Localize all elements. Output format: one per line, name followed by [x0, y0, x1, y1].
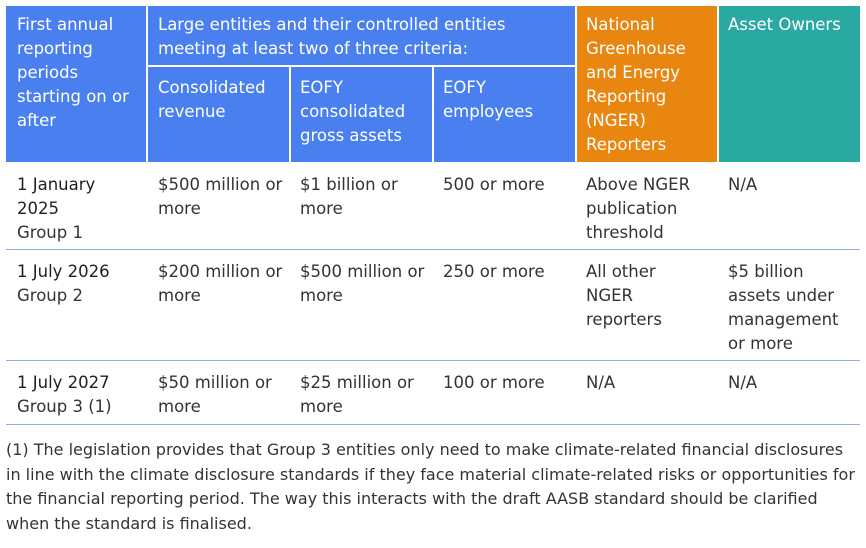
row-assets: $500 million or more	[300, 262, 425, 305]
row-assets: $25 million or more	[300, 373, 414, 416]
row-asset-owners: N/A	[728, 175, 758, 194]
header-divider	[575, 6, 577, 162]
header-consolidated-revenue: Consolidated revenue	[158, 78, 266, 121]
row-group: Group 3 (1)	[17, 397, 112, 416]
row-employees: 250 or more	[443, 262, 545, 281]
row-asset-owners: N/A	[728, 373, 758, 392]
header-eofy-employees: EOFY employees	[443, 78, 534, 121]
header-divider	[432, 66, 434, 162]
header-divider	[289, 66, 291, 162]
row-revenue: $200 million or more	[158, 262, 283, 305]
row-date: 1 July 2027	[17, 373, 110, 392]
row-nger: N/A	[586, 373, 616, 392]
row-date: 1 January 2025	[17, 175, 96, 218]
row-revenue: $500 million or more	[158, 175, 283, 218]
header-nger: National Greenhouse and Energy Reporting (NGER) Reporters	[586, 15, 686, 154]
header-asset-owners: Asset Owners	[728, 15, 841, 34]
row-nger: All other NGER reporters	[586, 262, 662, 329]
header-divider	[717, 6, 719, 162]
header-subdivider	[147, 65, 575, 67]
footnote: (1) The legislation provides that Group 3 entities only need to make climate-related financial disclosures in line with the climate disclosure standards if they face material climate-related risks or opportunities for the financial reporting period. The way this interacts with the draft AASB standard should be clarified when the standard is finalised.	[6, 440, 855, 533]
row-divider	[6, 360, 860, 361]
row-date: 1 July 2026	[17, 262, 110, 281]
header-reporting-periods: First annual reporting periods starting on or after	[17, 15, 129, 130]
row-asset-owners: $5 billion assets under management or more	[728, 262, 839, 353]
row-employees: 100 or more	[443, 373, 545, 392]
row-employees: 500 or more	[443, 175, 545, 194]
row-group: Group 2	[17, 286, 83, 305]
row-revenue: $50 million or more	[158, 373, 272, 416]
row-divider	[6, 424, 860, 425]
header-large-entities: Large entities and their controlled entities meeting at least two of three criteria:	[158, 15, 506, 58]
header-eofy-assets: EOFY consolidated gross assets	[300, 78, 406, 145]
row-assets: $1 billion or more	[300, 175, 398, 218]
header-divider	[146, 6, 148, 162]
row-divider	[6, 249, 860, 250]
row-group: Group 1	[17, 223, 83, 242]
row-nger: Above NGER publication threshold	[586, 175, 691, 242]
